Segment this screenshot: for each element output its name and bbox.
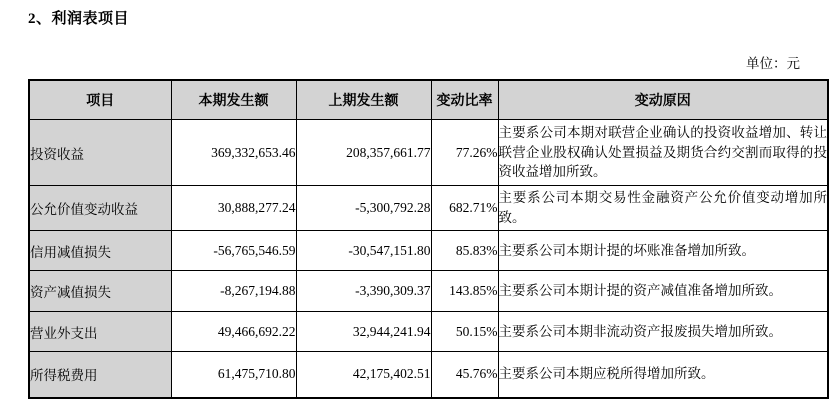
prior-amount-cell: -5,300,792.28 bbox=[296, 186, 431, 231]
item-cell: 投资收益 bbox=[29, 120, 171, 186]
change-ratio-cell: 77.26% bbox=[431, 120, 498, 186]
column-header-change-reason: 变动原因 bbox=[498, 80, 828, 120]
table-row bbox=[29, 186, 828, 231]
prior-amount-cell: -3,390,309.37 bbox=[296, 271, 431, 312]
section-title: 2、利润表项目 bbox=[28, 11, 130, 27]
prior-amount-cell: -30,547,151.80 bbox=[296, 231, 431, 271]
table-row bbox=[29, 312, 828, 352]
table-header-row bbox=[29, 80, 828, 120]
table-row bbox=[29, 120, 828, 186]
change-reason-cell: 主要系公司本期交易性金融资产公允价值变动增加所致。 bbox=[498, 186, 828, 231]
current-amount-cell: 61,475,710.80 bbox=[171, 352, 296, 398]
item-cell: 资产减值损失 bbox=[29, 271, 171, 312]
current-amount-cell: -56,765,546.59 bbox=[171, 231, 296, 271]
item-cell: 所得税费用 bbox=[29, 352, 171, 398]
table-row bbox=[29, 271, 828, 312]
income-table-body bbox=[29, 120, 828, 398]
change-reason-cell: 主要系公司本期计提的资产减值准备增加所致。 bbox=[498, 271, 828, 312]
change-reason-cell: 主要系公司本期非流动资产报废损失增加所致。 bbox=[498, 312, 828, 352]
item-cell: 公允价值变动收益 bbox=[29, 186, 171, 231]
change-ratio-cell: 45.76% bbox=[431, 352, 498, 398]
column-header-prior-amount: 上期发生额 bbox=[296, 80, 431, 120]
prior-amount-cell: 42,175,402.51 bbox=[296, 352, 431, 398]
change-ratio-cell: 85.83% bbox=[431, 231, 498, 271]
current-amount-cell: 30,888,277.24 bbox=[171, 186, 296, 231]
change-ratio-cell: 50.15% bbox=[431, 312, 498, 352]
change-ratio-cell: 143.85% bbox=[431, 271, 498, 312]
table-row bbox=[29, 352, 828, 398]
table-row bbox=[29, 231, 828, 271]
change-reason-cell: 主要系公司本期对联营企业确认的投资收益增加、转让联营企业股权确认处置损益及期货合约交割而取得的投资收益增加所致。 bbox=[498, 120, 828, 186]
column-header-item: 项目 bbox=[29, 80, 171, 120]
prior-amount-cell: 208,357,661.77 bbox=[296, 120, 431, 186]
item-cell: 信用减值损失 bbox=[29, 231, 171, 271]
current-amount-cell: 49,466,692.22 bbox=[171, 312, 296, 352]
current-amount-cell: 369,332,653.46 bbox=[171, 120, 296, 186]
column-header-current-amount: 本期发生额 bbox=[171, 80, 296, 120]
prior-amount-cell: 32,944,241.94 bbox=[296, 312, 431, 352]
current-amount-cell: -8,267,194.88 bbox=[171, 271, 296, 312]
change-reason-cell: 主要系公司本期计提的坏账准备增加所致。 bbox=[498, 231, 828, 271]
item-cell: 营业外支出 bbox=[29, 312, 171, 352]
income-statement-table bbox=[28, 79, 829, 399]
column-header-change-ratio: 变动比率 bbox=[431, 80, 498, 120]
unit-label: 单位：元 bbox=[746, 56, 800, 71]
change-reason-cell: 主要系公司本期应税所得增加所致。 bbox=[498, 352, 828, 398]
change-ratio-cell: 682.71% bbox=[431, 186, 498, 231]
